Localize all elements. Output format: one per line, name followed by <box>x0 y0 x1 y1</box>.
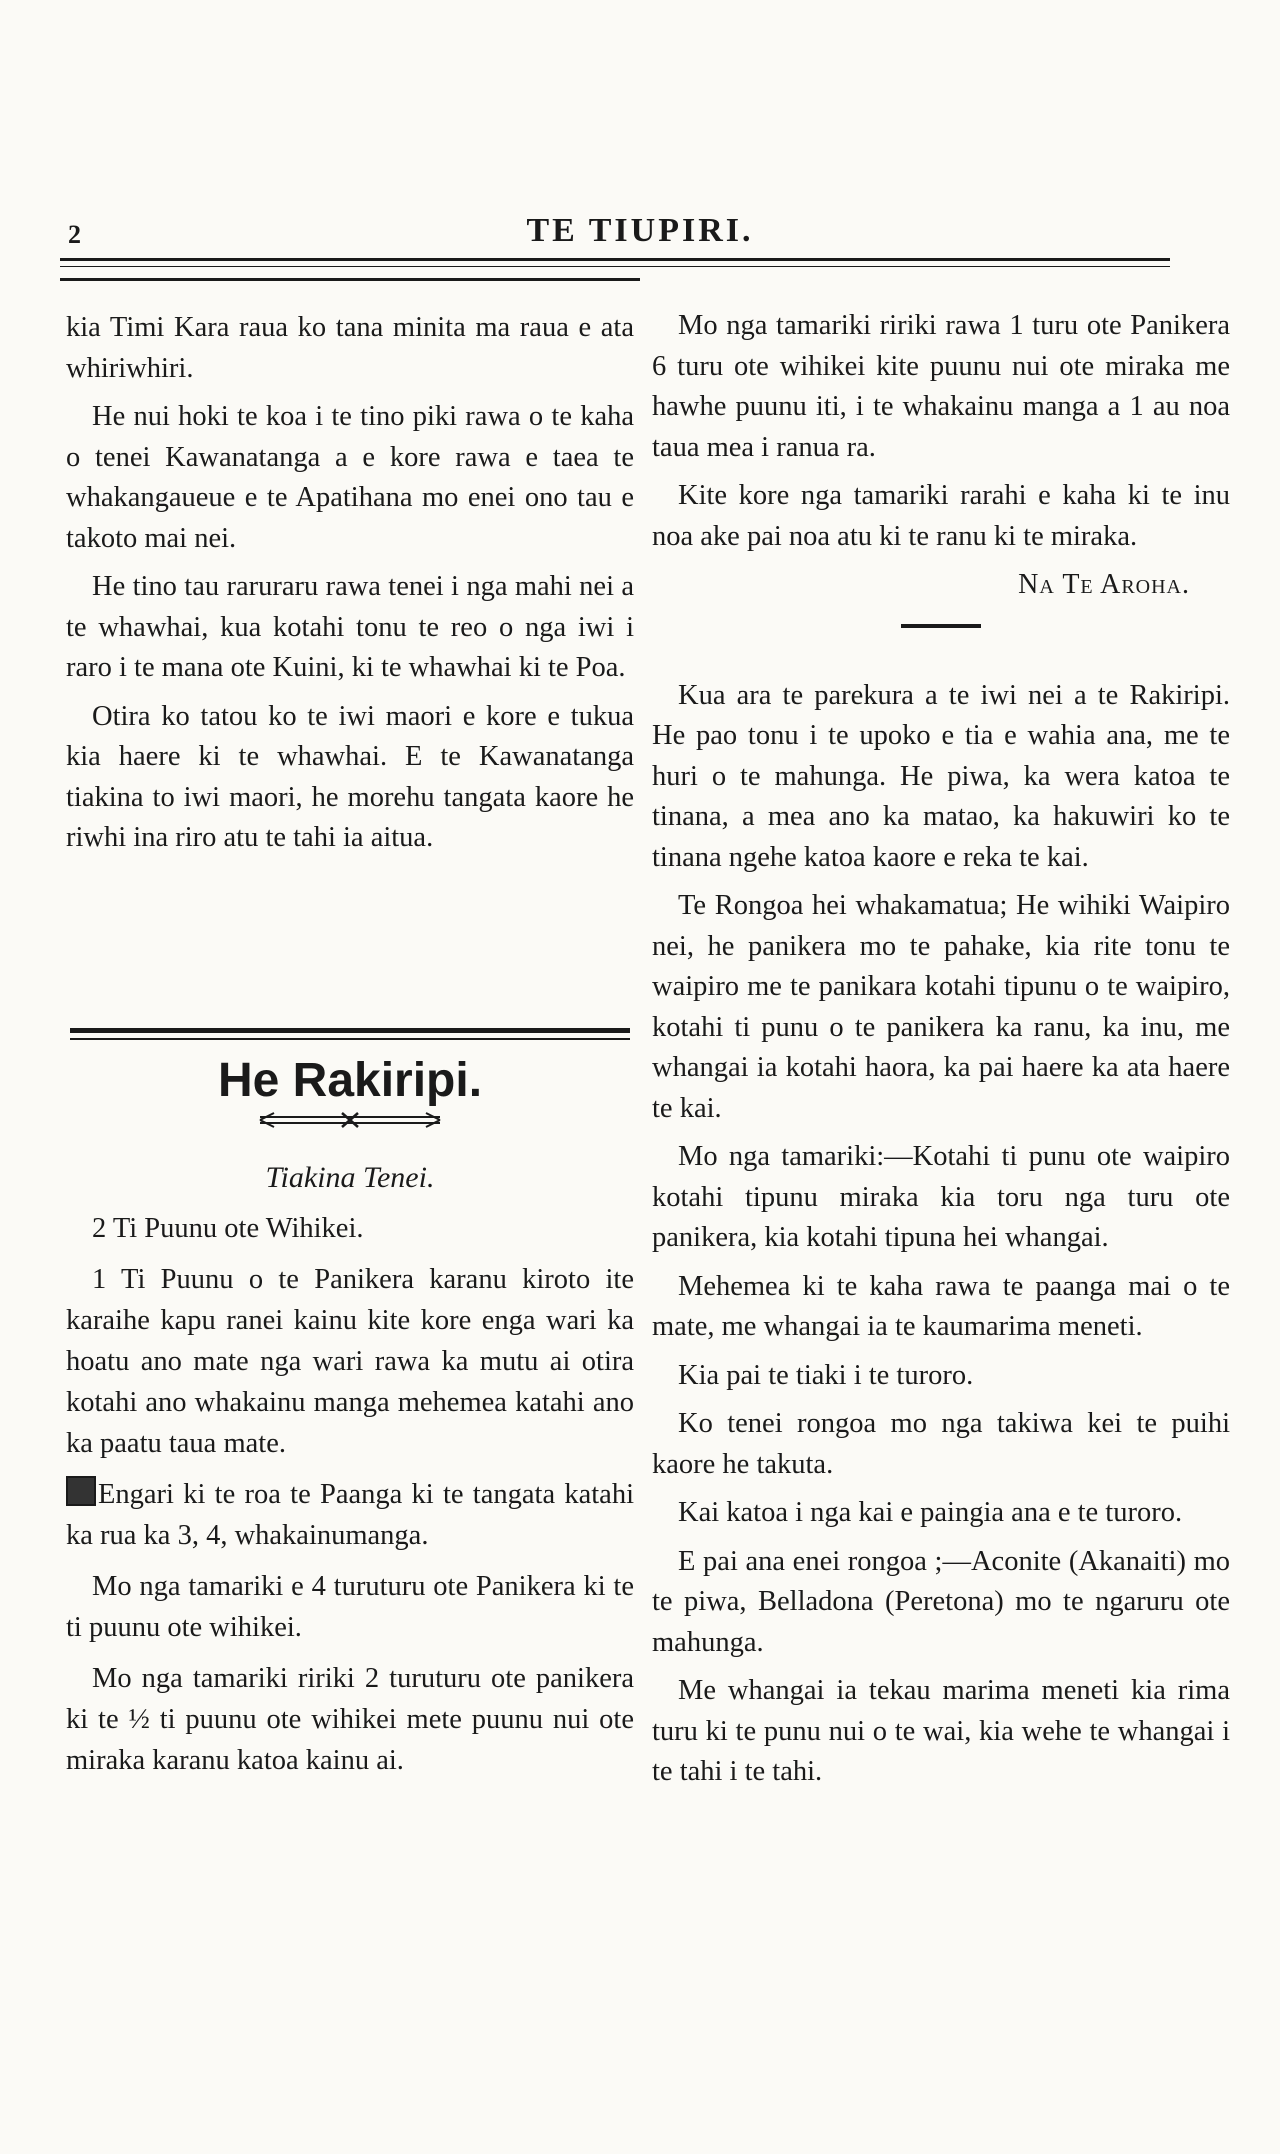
left-column-top <box>66 308 634 867</box>
paragraph: 1 Ti Puunu o te Panikera karanu kiroto ite karaihe kapu ranei kainu kite kore enga wari ka hoatu ano mate nga wari rawa ka mutu ai otira kotahi ano whakainu manga mehemea katahi ano ka paatu taua mate. <box>66 1264 634 1459</box>
paragraph: Kia pai te tiaki i te turoro. <box>678 1359 974 1391</box>
paragraph: Mo nga tamariki e 4 turuturu ote Panikera ki te ti puunu ote wihikei. <box>66 1571 634 1643</box>
short-divider <box>901 624 981 628</box>
paragraph: kia Timi Kara raua ko tana minita ma raua e ata whiriwhiri. <box>66 312 634 384</box>
page-number: 2 <box>68 220 81 249</box>
paragraph-text: Engari ki te roa te Paanga ki te tangata katahi ka rua ka 3, 4, whakainumanga. <box>66 1479 634 1551</box>
paragraph: Mo nga tamariki ririki 2 turuturu ote panikera ki te ½ ti puunu ote wihikei mete puunu nui ote miraka karanu katoa kainu ai. <box>66 1663 634 1776</box>
article-subtitle: Tiakina Tenei. <box>265 1161 435 1194</box>
paragraph: Kua ara te parekura a te iwi nei a te Rakiripi. He pao tonu i te upoko e tia e wahia ana, me te huri o te mahunga. He piwa, ka wera katoa te tinana, a mea ano ka matao, ka hakuwiri ko te tinana ngehe katoa kaore e reka te kai. <box>652 679 1230 873</box>
paragraph-with-mark <box>66 1474 634 1556</box>
running-title: TE TIUPIRI. <box>526 212 754 249</box>
paragraph: Mehemea ki te kaha rawa te paanga mai o te mate, me whangai ia te kaumarima meneti. <box>652 1270 1230 1342</box>
paragraph: Te Rongoa hei whakamatua; He wihiki Waipiro nei, he panikera mo te pahake, kia rite tonu te waipiro me te panikara kotahi tipunu o te waipiro, kotahi ti punu o te panikera ka ranu, ka inu, me whangai ia kotahi haora, ka pai haere ka ata haere te kai. <box>652 890 1230 1124</box>
header-rule-thin <box>60 266 1170 267</box>
paragraph: E pai ana enei rongoa ;—Aconite (Akanaiti) mo te piwa, Belladona (Peretona) mo te ngaruru ote mahunga. <box>652 1545 1230 1658</box>
section-divider-thin <box>70 1038 630 1040</box>
signature: Na Te Aroha. <box>1018 569 1190 600</box>
section-divider <box>70 1028 630 1033</box>
paragraph: Ko tenei rongoa mo nga takiwa kei te puihi kaore he takuta. <box>652 1408 1230 1480</box>
paragraph: Mo nga tamariki ririki rawa 1 turu ote Panikera 6 turu ote wihikei kite puunu nui ote miraka me hawhe puunu iti, i te whakainu manga a 1 au noa taua mea i ranua ra. <box>652 310 1230 463</box>
paragraph: Kai katoa i nga kai e paingia ana e te turoro. <box>678 1497 1183 1528</box>
paragraph: He tino tau raruraru rawa tenei i nga mahi nei a te whawhai, kua kotahi tonu te reo o nga iwi i raro i te mana ote Kuini, ki te whawhai ki te Poa. <box>66 571 634 683</box>
right-column <box>652 306 1230 1801</box>
column-rule <box>60 278 640 281</box>
paragraph: Kite kore nga tamariki rarahi e kaha ki te inu noa ake pai noa atu ki te ranu ki te miraka. <box>652 480 1230 552</box>
paragraph: Me whangai ia tekau marima meneti kia rima turu ki te punu nui o te wai, kia wehe te whangai i te tahi i te tahi. <box>652 1675 1230 1787</box>
page-header <box>0 212 1280 252</box>
paragraph: Mo nga tamariki:—Kotahi ti punu ote waipiro kotahi tipunu miraka kia toru nga turu ote panikera, kia kotahi tipuna hei whangai. <box>652 1141 1230 1253</box>
article-title: He Rakiripi. <box>217 1054 483 1107</box>
paragraph: He nui hoki te koa i te tino piki rawa o te kaha o tenei Kawanatanga a e kore rawa e taea te whakangaueue e te Apatihana mo enei ono tau e takoto mai nei. <box>66 401 634 554</box>
header-rule <box>60 258 1170 261</box>
printer-mark-icon <box>66 1476 96 1506</box>
paragraph: Otira ko tatou ko te iwi maori e kore e tukua kia haere ki te whawhai. E te Kawanatanga tiakina to iwi maori, he morehu tangata kaore he riwhi ina riro atu te tahi ia aitua. <box>66 700 634 853</box>
paragraph: 2 Ti Puunu ote Wihikei. <box>92 1213 364 1244</box>
article-he-rakiripi <box>66 1054 634 1791</box>
ornament-divider <box>66 1111 634 1129</box>
